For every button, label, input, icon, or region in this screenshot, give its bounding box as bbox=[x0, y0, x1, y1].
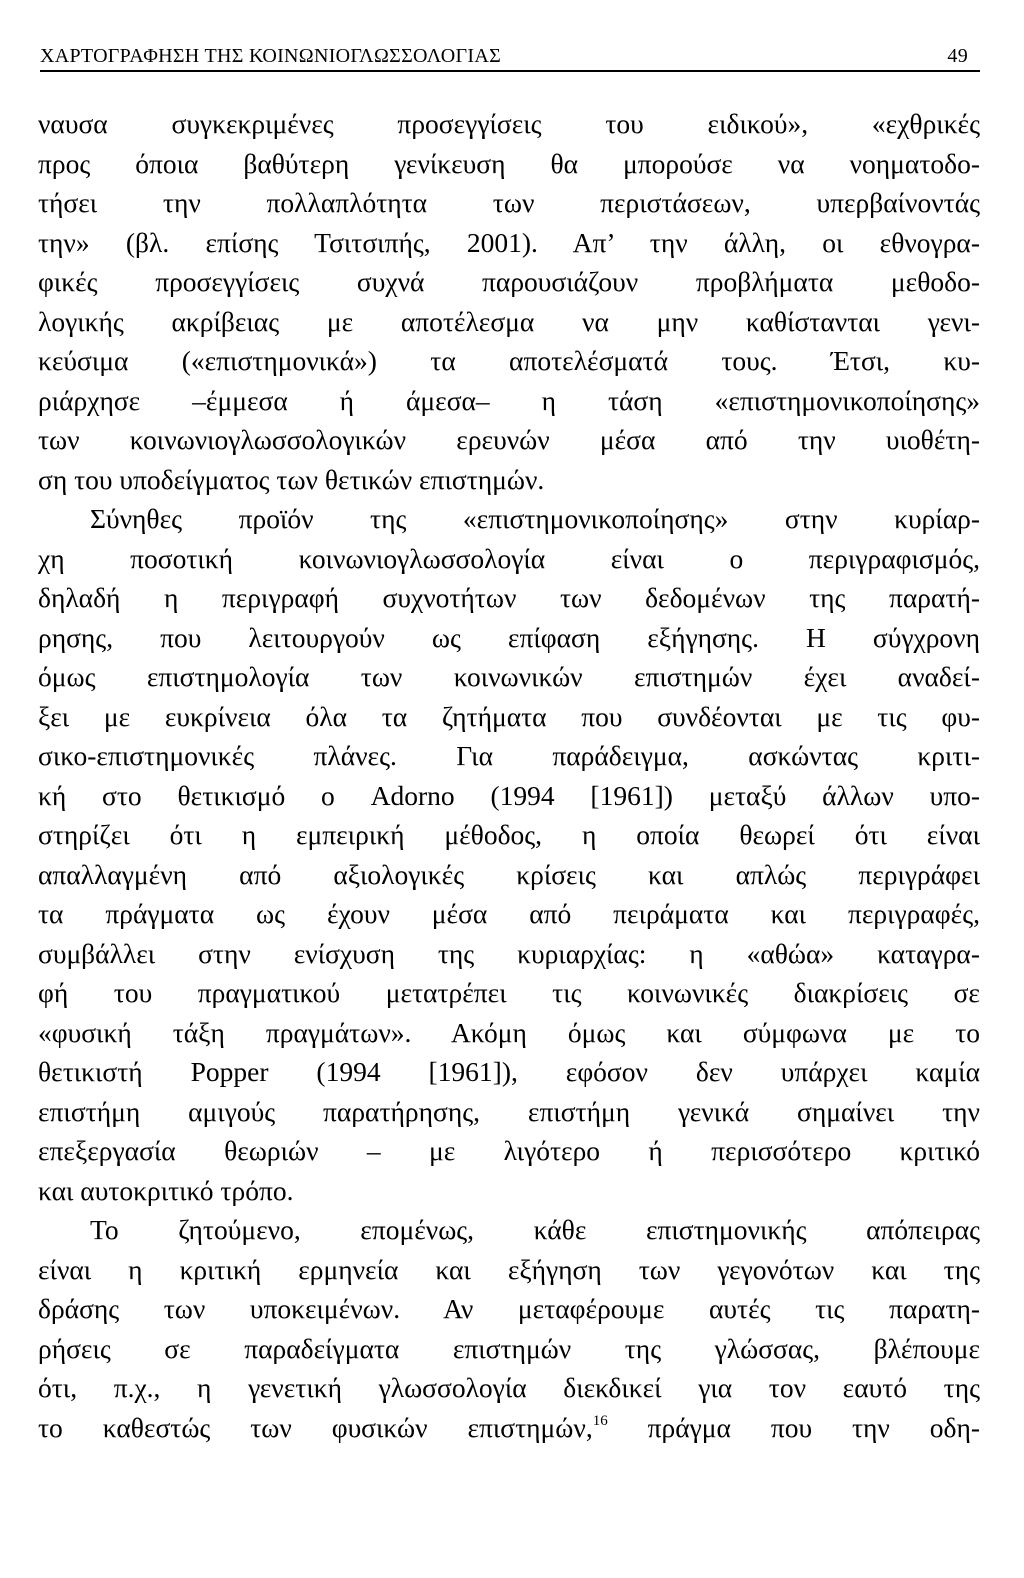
paragraph bbox=[38, 104, 980, 499]
text-line: λογικής ακρίβειας με αποτέλεσμα να μην καθίστανται γενι- bbox=[38, 305, 980, 337]
text-line: δηλαδή η περιγραφή συχνοτήτων των δεδομένων της παρατή- bbox=[38, 582, 980, 613]
text-line: των κοινωνιογλωσσολογικών ερευνών μέσα από την υιοθέτη- bbox=[38, 424, 980, 455]
running-header bbox=[40, 44, 980, 72]
text-line: φή του πραγματικού μετατρέπει τις κοινωνικές διακρίσεις σε bbox=[38, 977, 980, 1008]
text-line: ρησης, που λειτουργούν ως επίφαση εξήγησης. Η σύγχρονη bbox=[38, 621, 980, 653]
text-line: και αυτοκριτικό τρόπο. bbox=[38, 1174, 294, 1206]
text-line: τα πράγματα ως έχουν μέσα από πειράματα και περιγραφές, bbox=[38, 898, 980, 929]
footnote-reference[interactable]: 16 bbox=[592, 1412, 608, 1429]
paragraph bbox=[38, 499, 980, 1210]
text-line: Το ζητούμενο, επομένως, κάθε επιστημονικής απόπειρας bbox=[90, 1214, 980, 1245]
text-line: φικές προσεγγίσεις συχνά παρουσιάζουν προβλήματα μεθοδο- bbox=[38, 266, 980, 297]
text-line: προς όποια βαθύτερη γενίκευση θα μπορούσε να νοηματοδο- bbox=[38, 147, 980, 179]
text-line bbox=[38, 1408, 980, 1448]
text-line: ότι, π.χ., η γενετική γλωσσολογία διεκδικεί για τον εαυτό της bbox=[38, 1372, 980, 1403]
text-line: επιστήμη αμιγούς παρατήρησης, επιστήμη γενικά σημαίνει την bbox=[38, 1095, 980, 1127]
running-title: ΧΑΡΤΟΓΡΑΦΗΣΗ ΤΗΣ ΚΟΙΝΩΝΙΟΓΛΩΣΣΟΛΟΓΙΑΣ bbox=[40, 45, 502, 67]
text-line: όμως επιστημολογία των κοινωνικών επιστημών έχει αναδεί- bbox=[38, 661, 980, 692]
page-number: 49 bbox=[947, 45, 968, 67]
text-line: ση του υποδείγματος των θετικών επιστημών. bbox=[38, 463, 545, 495]
text-line: Σύνηθες προϊόν της «επιστημονικοποίησης» στην κυρίαρ- bbox=[90, 503, 980, 534]
text-line: ρήσεις σε παραδείγματα επιστημών της γλώσσας, βλέπουμε bbox=[38, 1332, 980, 1364]
text-line: την» (βλ. επίσης Τσιτσιπής, 2001). Απ’ την άλλη, οι εθνογρα- bbox=[38, 226, 980, 258]
text-line: επεξεργασία θεωριών – με λιγότερο ή περισσότερο κριτικό bbox=[38, 1135, 980, 1166]
body-text bbox=[38, 104, 980, 1447]
text-line: δράσης των υποκειμένων. Αν μεταφέρουμε αυτές τις παρατη- bbox=[38, 1293, 980, 1324]
text-line: τήσει την πολλαπλότητα των περιστάσεων, υπερβαίνοντάς bbox=[38, 187, 980, 218]
paragraph bbox=[38, 1210, 980, 1447]
text-line: ναυσα συγκεκριμένες προσεγγίσεις του ειδικού», «εχθρικές bbox=[38, 108, 980, 139]
text-line: συμβάλλει στην ενίσχυση της κυριαρχίας: η «αθώα» καταγρα- bbox=[38, 937, 980, 969]
text-line: «φυσική τάξη πραγμάτων». Ακόμη όμως και σύμφωνα με το bbox=[38, 1016, 980, 1048]
text-line: κή στο θετικισμό ο Adorno (1994 [1961]) μεταξύ άλλων υπο- bbox=[38, 779, 980, 811]
text-line: θετικιστή Popper (1994 [1961]), εφόσον δεν υπάρχει καμία bbox=[38, 1056, 980, 1087]
text-line: είναι η κριτική ερμηνεία και εξήγηση των γεγονότων και της bbox=[38, 1253, 980, 1285]
text-line: απαλλαγμένη από αξιολογικές κρίσεις και απλώς περιγράφει bbox=[38, 858, 980, 890]
text-line: σικο-επιστημονικές πλάνες. Για παράδειγμα, ασκώντας κριτι- bbox=[38, 740, 980, 771]
line-text: πράγμα που την οδη- bbox=[607, 1411, 980, 1443]
text-line: κεύσιμα («επιστημονικά») τα αποτελέσματά τους. Έτσι, κυ- bbox=[38, 345, 980, 376]
text-line: ριάρχησε –έμμεσα ή άμεσα– η τάση «επιστημονικοποίησης» bbox=[38, 384, 980, 416]
line-text: το καθεστώς των φυσικών επιστημών, bbox=[38, 1411, 593, 1443]
text-line: ξει με ευκρίνεια όλα τα ζητήματα που συνδέονται με τις φυ- bbox=[38, 700, 980, 732]
text-line: χη ποσοτική κοινωνιογλωσσολογία είναι ο περιγραφισμός, bbox=[38, 542, 980, 574]
text-line: στηρίζει ότι η εμπειρική μέθοδος, η οποία θεωρεί ότι είναι bbox=[38, 819, 980, 850]
